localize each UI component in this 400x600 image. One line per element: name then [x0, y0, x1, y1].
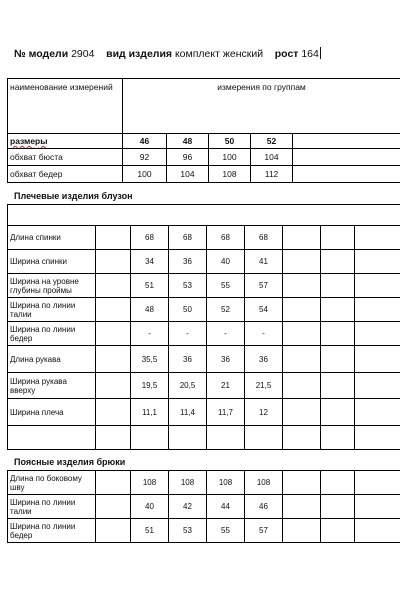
empty-cell: [321, 373, 355, 399]
row-value: -: [169, 322, 207, 346]
empty-cell: [283, 250, 321, 274]
empty-cell: [355, 399, 400, 426]
row-label: Ширина на уровне глубины проймы: [8, 274, 96, 298]
empty-cell: [355, 373, 400, 399]
section-title-shoulder: Плечевые изделия блузон: [14, 191, 133, 201]
row-value: 40: [131, 495, 169, 519]
empty-cell: [8, 426, 96, 450]
row-value: 104: [251, 149, 293, 166]
row-value: 19,5: [131, 373, 169, 399]
empty-cell: [207, 426, 245, 450]
empty-cell: [355, 298, 400, 322]
empty-cell: [321, 322, 355, 346]
table-row: [8, 166, 400, 183]
row-label: Ширина плеча: [8, 399, 96, 426]
model-label: № модели: [14, 48, 69, 60]
size-46: 46: [123, 134, 167, 149]
row-value: 46: [245, 495, 283, 519]
empty-cell: [131, 426, 169, 450]
empty-cell: [283, 298, 321, 322]
row-value: 55: [207, 519, 245, 543]
row-value: 21: [207, 373, 245, 399]
empty-cell: [293, 149, 400, 166]
empty-cell: [283, 346, 321, 373]
table1-header-row: [8, 79, 400, 134]
row-value: 52: [207, 298, 245, 322]
row-value: 112: [251, 166, 293, 183]
row-label: Длина по боковому шву: [8, 471, 96, 495]
row-label: Ширина по линии талии: [8, 298, 96, 322]
empty-cell: [283, 274, 321, 298]
empty-cell: [321, 399, 355, 426]
row-value: 54: [245, 298, 283, 322]
empty-cell: [355, 519, 400, 543]
type-label: вид изделия: [106, 48, 173, 60]
empty-cell: [283, 426, 321, 450]
blank-row: [8, 426, 400, 450]
shoulder-measurements-table: [7, 204, 400, 450]
table-row: [8, 373, 400, 399]
groups-header: измерения по группам: [217, 82, 306, 92]
model-value: 2904: [71, 48, 95, 60]
table-row: [8, 495, 400, 519]
row-value: 92: [123, 149, 167, 166]
empty-cell: [355, 322, 400, 346]
row-value: 57: [245, 274, 283, 298]
empty-cell: [96, 519, 131, 543]
empty-cell: [96, 471, 131, 495]
height-value: 164: [301, 48, 319, 60]
empty-cell: [283, 226, 321, 250]
row-value: 42: [169, 495, 207, 519]
empty-cell: [355, 274, 400, 298]
empty-cell: [96, 346, 131, 373]
row-value: 108: [209, 166, 251, 183]
row-value: 68: [245, 226, 283, 250]
row-label: Длина рукава: [8, 346, 96, 373]
table-row: [8, 226, 400, 250]
row-value: 11,4: [169, 399, 207, 426]
row-value: 41: [245, 250, 283, 274]
row-label: обхват бюста: [8, 149, 123, 166]
empty-cell: [355, 426, 400, 450]
size-48: 48: [167, 134, 209, 149]
row-value: 55: [207, 274, 245, 298]
row-label: Длина спинки: [8, 226, 96, 250]
empty-cell: [321, 471, 355, 495]
sizes-row: [8, 134, 400, 149]
row-value: 53: [169, 519, 207, 543]
row-value: 44: [207, 495, 245, 519]
empty-cell: [96, 322, 131, 346]
row-value: 20,5: [169, 373, 207, 399]
row-value: 68: [207, 226, 245, 250]
table-row: [8, 250, 400, 274]
row-label: Ширина спинки: [8, 250, 96, 274]
row-value: 12: [245, 399, 283, 426]
waist-measurements-table: [7, 470, 400, 543]
row-value: -: [207, 322, 245, 346]
empty-cell: [283, 399, 321, 426]
row-value: 108: [131, 471, 169, 495]
row-value: -: [245, 322, 283, 346]
empty-cell: [245, 426, 283, 450]
size-50: 50: [209, 134, 251, 149]
blank-header-cell: [8, 205, 400, 226]
empty-cell: [96, 298, 131, 322]
row-value: 108: [169, 471, 207, 495]
row-value: 108: [245, 471, 283, 495]
empty-cell: [321, 346, 355, 373]
row-value: 68: [169, 226, 207, 250]
row-value: 36: [207, 346, 245, 373]
table-row: [8, 346, 400, 373]
empty-cell: [96, 399, 131, 426]
empty-cell: [96, 373, 131, 399]
empty-cell: [96, 274, 131, 298]
empty-cell: [283, 519, 321, 543]
row-value: 57: [245, 519, 283, 543]
row-value: 34: [131, 250, 169, 274]
document-header: [14, 47, 321, 60]
size-52: 52: [251, 134, 293, 149]
row-value: 36: [169, 250, 207, 274]
name-header-cell: [8, 79, 123, 134]
empty-cell: [96, 495, 131, 519]
empty-cell: [321, 298, 355, 322]
table-row: [8, 322, 400, 346]
size-groups-table: [7, 78, 400, 183]
table-row: [8, 471, 400, 495]
groups-header-cell: [123, 79, 400, 134]
row-value: 35,5: [131, 346, 169, 373]
blank-header-row: [8, 205, 400, 226]
table-row: [8, 274, 400, 298]
empty-cell: [283, 322, 321, 346]
row-value: 96: [167, 149, 209, 166]
row-label: Ширина по линии бедер: [8, 519, 96, 543]
row-label: обхват бедер: [8, 166, 123, 183]
empty-cell: [293, 166, 400, 183]
row-value: 100: [123, 166, 167, 183]
empty-cell: [96, 426, 131, 450]
row-label: Ширина по линии талии: [8, 495, 96, 519]
row-value: 51: [131, 519, 169, 543]
empty-cell: [355, 346, 400, 373]
text-caret: [320, 47, 321, 59]
height-label: рост: [274, 48, 299, 60]
empty-cell: [321, 274, 355, 298]
row-value: 36: [169, 346, 207, 373]
row-value: 36: [245, 346, 283, 373]
row-value: -: [131, 322, 169, 346]
row-value: 53: [169, 274, 207, 298]
row-value: 21,5: [245, 373, 283, 399]
table-row: [8, 298, 400, 322]
row-label: Ширина по линии бедер: [8, 322, 96, 346]
empty-cell: [283, 471, 321, 495]
empty-cell: [321, 495, 355, 519]
row-value: 100: [209, 149, 251, 166]
type-value: комплект женский: [174, 48, 264, 60]
empty-cell: [169, 426, 207, 450]
row-label: Ширина рукава вверху: [8, 373, 96, 399]
empty-cell: [321, 250, 355, 274]
empty-cell: [355, 226, 400, 250]
table-row: [8, 399, 400, 426]
row-value: 108: [207, 471, 245, 495]
sizes-label-cell: [8, 134, 123, 149]
empty-cell: [96, 250, 131, 274]
row-value: 51: [131, 274, 169, 298]
empty-cell: [96, 226, 131, 250]
row-value: 11,1: [131, 399, 169, 426]
empty-cell: [355, 495, 400, 519]
empty-cell: [321, 226, 355, 250]
row-value: 48: [131, 298, 169, 322]
row-value: 40: [207, 250, 245, 274]
table-row: [8, 519, 400, 543]
empty-cell: [321, 426, 355, 450]
row-value: 68: [131, 226, 169, 250]
name-header: наименование измерений: [10, 82, 113, 92]
empty-cell: [283, 495, 321, 519]
section-title-waist: Поясные изделия брюки: [14, 457, 126, 467]
row-value: 50: [169, 298, 207, 322]
empty-cell: [293, 134, 400, 149]
empty-cell: [321, 519, 355, 543]
sizes-label: размеры: [10, 136, 48, 146]
table-row: [8, 149, 400, 166]
row-value: 11,7: [207, 399, 245, 426]
row-value: 104: [167, 166, 209, 183]
empty-cell: [283, 373, 321, 399]
empty-cell: [355, 471, 400, 495]
empty-cell: [355, 250, 400, 274]
